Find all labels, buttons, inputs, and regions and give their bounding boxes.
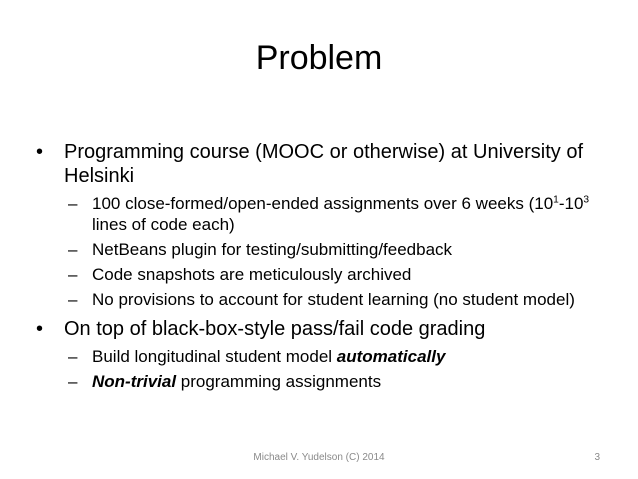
- sub-bullet-2-2-emphasis: Non-trivial: [92, 372, 177, 391]
- bullet-2-text: On top of black-box-style pass/fail code grading: [64, 318, 486, 340]
- page-number: 3: [594, 452, 600, 463]
- bullet-1-text: Programming course (MOOC or otherwise) at University of Helsinki: [64, 141, 584, 187]
- superscript-3: 3: [583, 194, 590, 206]
- sub-bullet-1-1: [34, 193, 614, 235]
- bullet-icon: •: [36, 318, 44, 340]
- sub-bullet-1-3-text: Code snapshots are meticulously archived: [92, 265, 412, 284]
- sub-bullet-1-2: [34, 239, 614, 260]
- sub-bullet-2-2: [34, 371, 614, 392]
- bullet-2: [34, 317, 614, 341]
- sub-bullet-2-1-text: Build longitudinal student model: [92, 347, 337, 366]
- slide-body: [34, 140, 614, 396]
- sub-bullet-1-3: [34, 264, 614, 285]
- dash-icon: –: [68, 290, 78, 309]
- sub-bullet-1-1-mid: -10: [558, 194, 584, 213]
- sub-bullet-1-4: [34, 289, 614, 310]
- dash-icon: –: [68, 372, 78, 391]
- bullet-icon: •: [36, 141, 44, 163]
- sub-bullet-2-2-text: programming assignments: [176, 372, 382, 391]
- slide-title: Problem: [255, 39, 383, 77]
- sub-bullet-1-4-text: No provisions to account for student learning (no student model): [92, 290, 575, 309]
- sub-bullet-1-1-after: lines of code each): [92, 215, 235, 234]
- dash-icon: –: [68, 194, 78, 213]
- superscript-1: 1: [553, 194, 559, 206]
- sub-bullet-1-2-text: NetBeans plugin for testing/submitting/feedback: [92, 240, 453, 259]
- sub-bullet-1-1-before: 100 close-formed/open-ended assignments over 6 weeks (10: [92, 194, 554, 213]
- footer-author: Michael V. Yudelson (C) 2014: [253, 452, 385, 463]
- sub-bullet-2-1: [34, 346, 614, 367]
- dash-icon: –: [68, 240, 78, 259]
- bullet-1: [34, 140, 614, 188]
- dash-icon: –: [68, 347, 78, 366]
- sub-bullet-2-1-emphasis: automatically: [336, 347, 446, 366]
- dash-icon: –: [68, 265, 78, 284]
